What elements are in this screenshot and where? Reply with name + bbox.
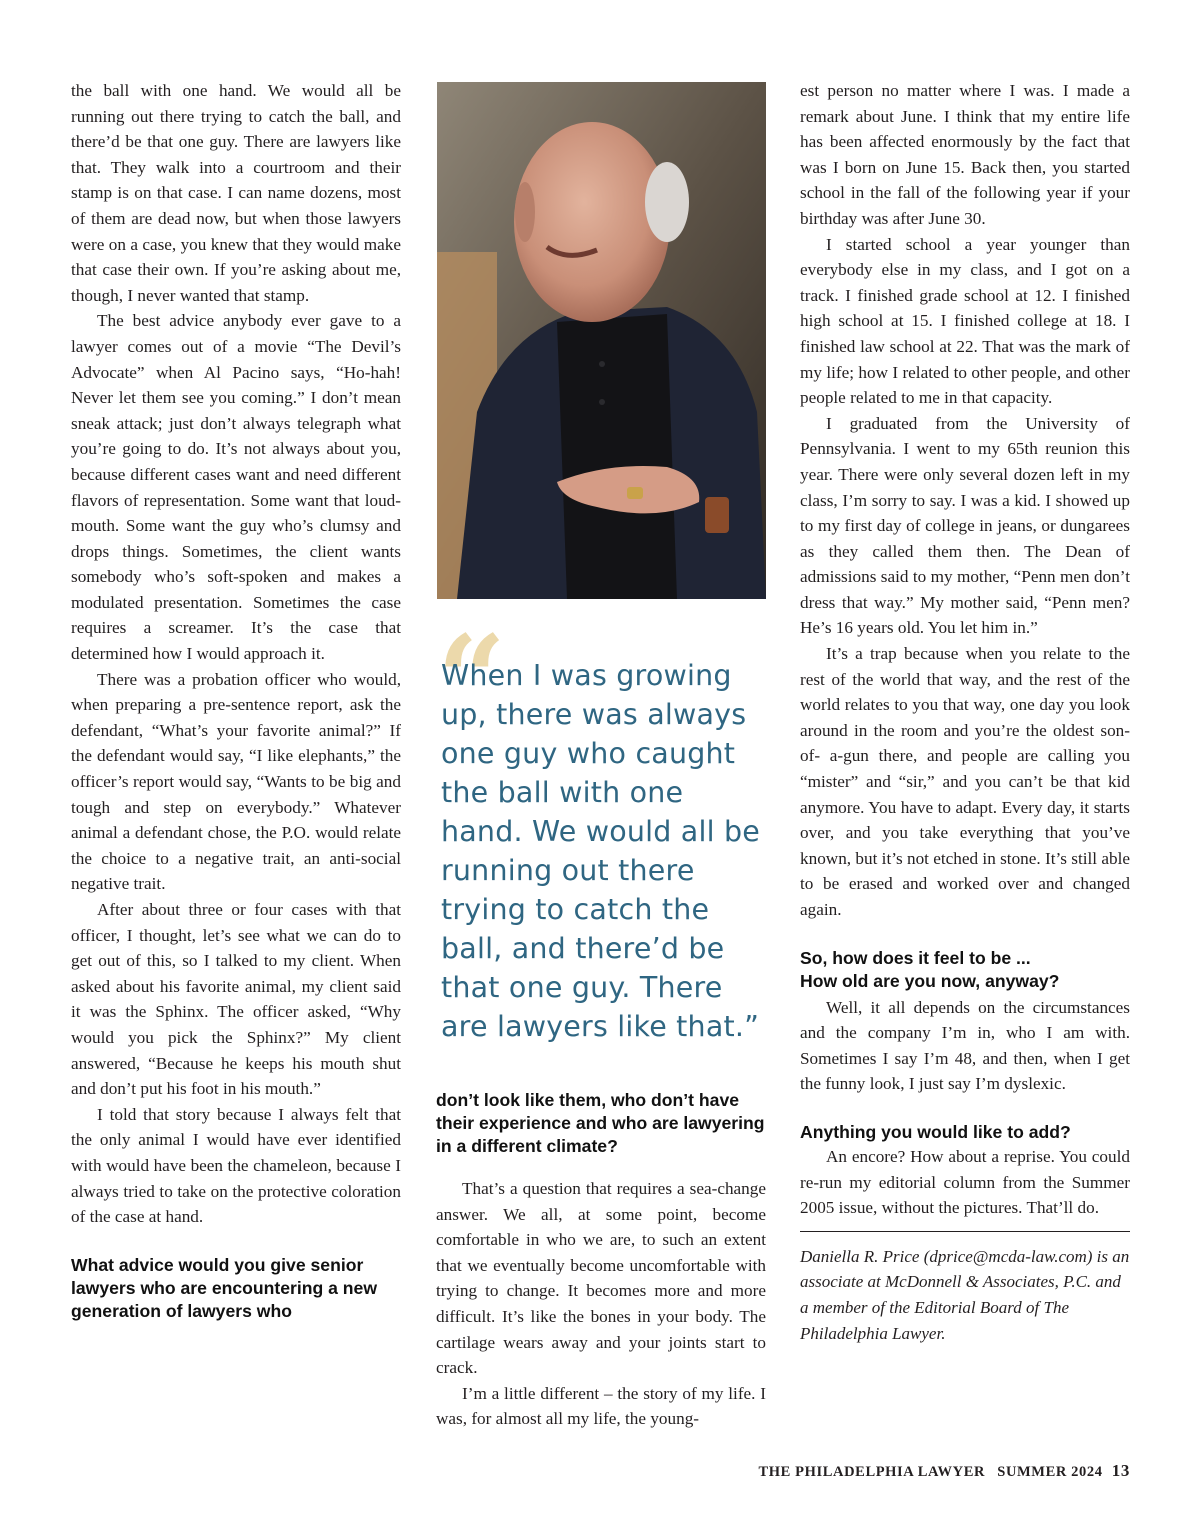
paragraph: Well, it all depends on the circumstances and the company I’m in, who I am with. Sometimes I say I’m 48, and then, when I get the funny look, I just say I’m dyslexic. [800, 997, 1130, 1094]
question-heading: Anything you would like to add? [800, 1121, 1071, 1142]
paragraph: est person no matter where I was. I made a remark about June. I think that my entire life has been affected enormously by the fact that was I born on June 15. Back then, you started school in the fall of the following year if your birthday was after June 30. [800, 81, 1130, 228]
paragraph: I started school a year younger than everybody else in my class, and I got on a track. I finished grade school at 12. I finished high school at 15. I finished college at 18. I finished law school at 22. That was the mark of my life; how I related to other people, and other people related to me in that capacity. [800, 234, 1130, 408]
question-heading [800, 947, 1130, 993]
article-column-1 [71, 78, 401, 1323]
interviewee-photo [437, 82, 766, 599]
question-line: How old are you now, anyway? [800, 970, 1060, 991]
author-bio: Daniella R. Price (dprice@mcda-law.com) is an associate at McDonnell & Associates, P.C. and a member of the Editorial Board of The Philadelphia Lawyer. [800, 1246, 1130, 1343]
divider [800, 1231, 1130, 1232]
publication-name: THE PHILADELPHIA LAWYER [758, 1464, 986, 1480]
question-line: So, how does it feel to be ... [800, 947, 1031, 968]
paragraph: After about three or four cases with that officer, I thought, let’s see what we can do to get out of this, so I talked to my client. When asked about his favorite animal, my client said it was the Sphinx. The officer asked, “Why would you pick the Sphinx?” My client answered, “Because he keeps his mouth shut and don’t put his foot in his mouth.” [71, 900, 401, 1099]
paragraph: It’s a trap because when you relate to the rest of the world that way, and the rest of the world relates to you that way, one day you look around in the room and you’re the oldest son-of- a-gun there, and people are calling you “mister” and “sir,” and you can’t be that kid anymore. You have to adapt. Every day, it starts over, and you take everything that you’ve known, but it’s not etched in stone. It’s still able to be erased and worked over and changed again. [800, 644, 1130, 919]
page-footer [759, 1461, 1130, 1481]
article-column-2 [436, 1089, 766, 1432]
article-column-3 [800, 78, 1130, 1346]
question-heading-continued: don’t look like them, who don’t have their experience and who are lawyering in a different climate? [436, 1090, 765, 1156]
paragraph: There was a probation officer who would, when preparing a pre-sentence report, ask the defendant, “What’s your favorite animal?” If the defendant would say, “I like elephants,” the officer’s report would say, “Wants to be big and tough and step on everybody.” Whatever animal a defendant chose, the P.O. would relate the choice to a negative trait, an anti-social negative trait. [71, 669, 401, 894]
paragraph: I graduated from the University of Pennsylvania. I went to my 65th reunion this year. There were only several dozen left in my class, I’m sorry to say. I was a kid. I showed up to my first day of college in jeans, or dungarees as they called them then. The Dean of admissions said to my mother, “Penn men don’t dress that way.” My mother said, “Penn men? He’s 16 years old. You let him in.” [800, 413, 1130, 638]
paragraph: the ball with one hand. We would all be running out there trying to catch the ball, and there’d be that one guy. There are lawyers like that. They walk into a courtroom and their stamp is on that case. I can name dozens, most of them are dead now, but when those lawyers were on a case, you knew that they would make that case their own. If you’re asking about me, though, I never wanted that stamp. [71, 81, 401, 305]
paragraph: An encore? How about a reprise. You could re-run my editorial column from the Summer 2005 issue, without the pictures. That’ll do. [800, 1146, 1130, 1218]
paragraph: I’m a little different – the story of my life. I was, for almost all my life, the young- [436, 1383, 766, 1429]
quote-mark: “ [437, 609, 507, 750]
pull-quote-text: When I was growing up, there was always one guy who caught the ball with one hand. We would all be running out there trying to catch the ball, and there’d be that one guy. There are lawyers like that.” [441, 659, 760, 1043]
page-number: 13 [1111, 1461, 1130, 1480]
paragraph: The best advice anybody ever gave to a lawyer comes out of a movie “The Devil’s Advocate” when Al Pacino says, “Ho-hah! Never let them see you coming.” I don’t mean sneak attack; just don’t always telegraph what you’re going to do. It’s not always about you, because different cases want and need different flavors of representation. Some want that loud- mouth. Some want the guy who’s clumsy and drops things. Sometimes, the client wants somebody who’s soft-spoken and makes a modulated presentation. Sometimes the case requires a screamer. It’s the case that determined how I would approach it. [71, 311, 401, 664]
question-heading: What advice would you give senior lawyers who are encountering a new generation of lawyers who [71, 1254, 378, 1321]
paragraph: That’s a question that requires a sea-change answer. We all, at some point, become comfortable in who we are, to such an extent that we eventually become uncomfortable with trying to change. It becomes more and more difficult. It’s like the bones in your body. The cartilage wears away and your joints start to crack. [436, 1179, 766, 1378]
issue-label: SUMMER 2024 [997, 1464, 1103, 1480]
pull-quote [437, 609, 766, 1046]
paragraph: I told that story because I always felt that the only animal I would have ever identified with would have been the chameleon, because I always tried to take on the protective coloration of the case at hand. [71, 1104, 401, 1227]
portrait-illustration [437, 82, 766, 599]
